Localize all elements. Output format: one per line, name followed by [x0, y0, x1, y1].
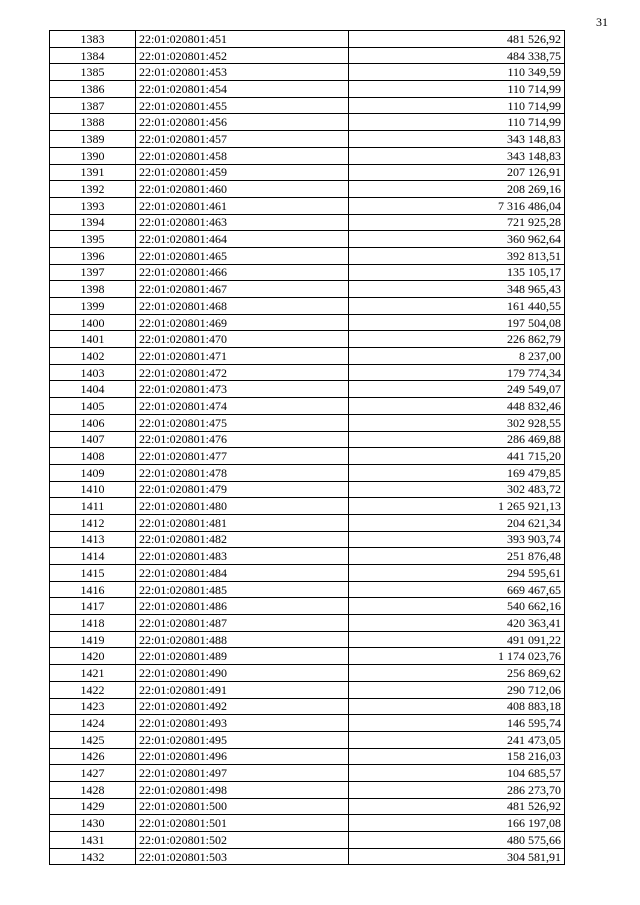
cadastral-number-cell: 22:01:020801:490	[136, 665, 349, 682]
cadastral-number-cell: 22:01:020801:477	[136, 448, 349, 465]
cadastral-number-cell: 22:01:020801:474	[136, 398, 349, 415]
cadastral-value-cell: 169 479,85	[349, 464, 565, 481]
row-number-cell: 1386	[50, 81, 136, 98]
cadastral-number-cell: 22:01:020801:503	[136, 848, 349, 865]
cadastral-number-cell: 22:01:020801:465	[136, 247, 349, 264]
table-row	[50, 381, 565, 398]
table-row	[50, 715, 565, 732]
cadastral-value-cell: 249 549,07	[349, 381, 565, 398]
table-row	[50, 514, 565, 531]
cadastral-value-cell: 110 714,99	[349, 81, 565, 98]
table-row	[50, 748, 565, 765]
row-number-cell: 1417	[50, 598, 136, 615]
row-number-cell: 1415	[50, 565, 136, 582]
cadastral-number-cell: 22:01:020801:497	[136, 765, 349, 782]
cadastral-value-cell: 104 685,57	[349, 765, 565, 782]
table-row	[50, 331, 565, 348]
table-row	[50, 648, 565, 665]
cadastral-number-cell: 22:01:020801:464	[136, 231, 349, 248]
cadastral-number-cell: 22:01:020801:452	[136, 47, 349, 64]
cadastral-number-cell: 22:01:020801:481	[136, 514, 349, 531]
cadastral-value-cell: 343 148,83	[349, 147, 565, 164]
table-row	[50, 498, 565, 515]
table-row	[50, 815, 565, 832]
row-number-cell: 1413	[50, 531, 136, 548]
cadastral-value-cell: 286 469,88	[349, 431, 565, 448]
table-row	[50, 81, 565, 98]
table-row	[50, 314, 565, 331]
cadastral-value-cell: 721 925,28	[349, 214, 565, 231]
cadastral-number-cell: 22:01:020801:493	[136, 715, 349, 732]
table-row	[50, 681, 565, 698]
cadastral-number-cell: 22:01:020801:466	[136, 264, 349, 281]
cadastral-value-cell: 294 595,61	[349, 565, 565, 582]
cadastral-value-cell: 348 965,43	[349, 281, 565, 298]
cadastral-value-cell: 669 467,65	[349, 581, 565, 598]
row-number-cell: 1420	[50, 648, 136, 665]
cadastral-number-cell: 22:01:020801:486	[136, 598, 349, 615]
row-number-cell: 1432	[50, 848, 136, 865]
cadastral-value-cell: 1 174 023,76	[349, 648, 565, 665]
table-row	[50, 281, 565, 298]
cadastral-number-cell: 22:01:020801:479	[136, 481, 349, 498]
table-row	[50, 64, 565, 81]
cadastral-number-cell: 22:01:020801:498	[136, 781, 349, 798]
table-row	[50, 698, 565, 715]
cadastral-number-cell: 22:01:020801:467	[136, 281, 349, 298]
cadastral-value-cell: 161 440,55	[349, 298, 565, 315]
row-number-cell: 1394	[50, 214, 136, 231]
cadastral-number-cell: 22:01:020801:500	[136, 798, 349, 815]
cadastral-number-cell: 22:01:020801:475	[136, 414, 349, 431]
row-number-cell: 1391	[50, 164, 136, 181]
table-row	[50, 214, 565, 231]
table-row	[50, 531, 565, 548]
row-number-cell: 1404	[50, 381, 136, 398]
table-row	[50, 97, 565, 114]
cadastral-value-cell: 392 813,51	[349, 247, 565, 264]
row-number-cell: 1410	[50, 481, 136, 498]
table-row	[50, 131, 565, 148]
row-number-cell: 1421	[50, 665, 136, 682]
cadastral-value-cell: 302 483,72	[349, 481, 565, 498]
table-row	[50, 631, 565, 648]
cadastral-number-cell: 22:01:020801:463	[136, 214, 349, 231]
table-row	[50, 164, 565, 181]
table-row	[50, 848, 565, 865]
table-row	[50, 448, 565, 465]
row-number-cell: 1398	[50, 281, 136, 298]
table-row	[50, 348, 565, 365]
cadastral-number-cell: 22:01:020801:460	[136, 181, 349, 198]
cadastral-value-cell: 393 903,74	[349, 531, 565, 548]
cadastral-value-cell: 241 473,05	[349, 731, 565, 748]
cadastral-value-cell: 226 862,79	[349, 331, 565, 348]
cadastral-value-table	[49, 30, 565, 865]
cadastral-value-cell: 286 273,70	[349, 781, 565, 798]
cadastral-number-cell: 22:01:020801:451	[136, 31, 349, 48]
cadastral-value-cell: 408 883,18	[349, 698, 565, 715]
row-number-cell: 1392	[50, 181, 136, 198]
row-number-cell: 1390	[50, 147, 136, 164]
row-number-cell: 1414	[50, 548, 136, 565]
cadastral-value-cell: 158 216,03	[349, 748, 565, 765]
cadastral-value-cell: 484 338,75	[349, 47, 565, 64]
cadastral-value-cell: 1 265 921,13	[349, 498, 565, 515]
row-number-cell: 1430	[50, 815, 136, 832]
table-body	[50, 31, 565, 865]
cadastral-value-cell: 204 621,34	[349, 514, 565, 531]
cadastral-value-cell: 110 349,59	[349, 64, 565, 81]
table-row	[50, 181, 565, 198]
cadastral-value-cell: 304 581,91	[349, 848, 565, 865]
row-number-cell: 1426	[50, 748, 136, 765]
cadastral-value-cell: 208 269,16	[349, 181, 565, 198]
cadastral-number-cell: 22:01:020801:459	[136, 164, 349, 181]
row-number-cell: 1427	[50, 765, 136, 782]
cadastral-number-cell: 22:01:020801:472	[136, 364, 349, 381]
cadastral-number-cell: 22:01:020801:488	[136, 631, 349, 648]
cadastral-number-cell: 22:01:020801:483	[136, 548, 349, 565]
row-number-cell: 1393	[50, 197, 136, 214]
row-number-cell: 1428	[50, 781, 136, 798]
row-number-cell: 1384	[50, 47, 136, 64]
cadastral-value-cell: 343 148,83	[349, 131, 565, 148]
cadastral-value-cell: 8 237,00	[349, 348, 565, 365]
cadastral-number-cell: 22:01:020801:492	[136, 698, 349, 715]
table-row	[50, 431, 565, 448]
row-number-cell: 1406	[50, 414, 136, 431]
table-row	[50, 364, 565, 381]
row-number-cell: 1429	[50, 798, 136, 815]
row-number-cell: 1408	[50, 448, 136, 465]
row-number-cell: 1385	[50, 64, 136, 81]
table-row	[50, 781, 565, 798]
row-number-cell: 1409	[50, 464, 136, 481]
table-row	[50, 298, 565, 315]
row-number-cell: 1395	[50, 231, 136, 248]
table-row	[50, 798, 565, 815]
cadastral-value-cell: 179 774,34	[349, 364, 565, 381]
table-row	[50, 398, 565, 415]
cadastral-value-cell: 360 962,64	[349, 231, 565, 248]
cadastral-value-cell: 110 714,99	[349, 114, 565, 131]
table-row	[50, 548, 565, 565]
cadastral-number-cell: 22:01:020801:480	[136, 498, 349, 515]
row-number-cell: 1407	[50, 431, 136, 448]
table-row	[50, 832, 565, 849]
cadastral-number-cell: 22:01:020801:501	[136, 815, 349, 832]
row-number-cell: 1416	[50, 581, 136, 598]
cadastral-number-cell: 22:01:020801:487	[136, 615, 349, 632]
cadastral-value-cell: 135 105,17	[349, 264, 565, 281]
cadastral-value-cell: 302 928,55	[349, 414, 565, 431]
row-number-cell: 1383	[50, 31, 136, 48]
row-number-cell: 1401	[50, 331, 136, 348]
row-number-cell: 1396	[50, 247, 136, 264]
cadastral-number-cell: 22:01:020801:491	[136, 681, 349, 698]
table-row	[50, 114, 565, 131]
cadastral-value-cell: 448 832,46	[349, 398, 565, 415]
table-row	[50, 31, 565, 48]
row-number-cell: 1399	[50, 298, 136, 315]
cadastral-value-cell: 197 504,08	[349, 314, 565, 331]
table-row	[50, 147, 565, 164]
row-number-cell: 1431	[50, 832, 136, 849]
cadastral-number-cell: 22:01:020801:482	[136, 531, 349, 548]
cadastral-value-cell: 207 126,91	[349, 164, 565, 181]
table-row	[50, 665, 565, 682]
table-row	[50, 481, 565, 498]
cadastral-number-cell: 22:01:020801:454	[136, 81, 349, 98]
cadastral-number-cell: 22:01:020801:476	[136, 431, 349, 448]
cadastral-value-cell: 481 526,92	[349, 798, 565, 815]
cadastral-value-cell: 256 869,62	[349, 665, 565, 682]
cadastral-value-cell: 491 091,22	[349, 631, 565, 648]
cadastral-value-cell: 7 316 486,04	[349, 197, 565, 214]
row-number-cell: 1425	[50, 731, 136, 748]
table-row	[50, 581, 565, 598]
cadastral-number-cell: 22:01:020801:495	[136, 731, 349, 748]
cadastral-value-cell: 290 712,06	[349, 681, 565, 698]
cadastral-number-cell: 22:01:020801:470	[136, 331, 349, 348]
cadastral-number-cell: 22:01:020801:502	[136, 832, 349, 849]
cadastral-value-cell: 251 876,48	[349, 548, 565, 565]
row-number-cell: 1387	[50, 97, 136, 114]
table-row	[50, 414, 565, 431]
table-row	[50, 731, 565, 748]
cadastral-value-cell: 481 526,92	[349, 31, 565, 48]
cadastral-number-cell: 22:01:020801:469	[136, 314, 349, 331]
cadastral-number-cell: 22:01:020801:456	[136, 114, 349, 131]
table-row	[50, 464, 565, 481]
table-row	[50, 565, 565, 582]
cadastral-number-cell: 22:01:020801:471	[136, 348, 349, 365]
cadastral-number-cell: 22:01:020801:461	[136, 197, 349, 214]
page-number: 31	[596, 15, 608, 29]
cadastral-value-cell: 441 715,20	[349, 448, 565, 465]
row-number-cell: 1405	[50, 398, 136, 415]
cadastral-number-cell: 22:01:020801:489	[136, 648, 349, 665]
cadastral-value-cell: 420 363,41	[349, 615, 565, 632]
table-row	[50, 247, 565, 264]
row-number-cell: 1419	[50, 631, 136, 648]
cadastral-number-cell: 22:01:020801:485	[136, 581, 349, 598]
table-row	[50, 765, 565, 782]
table-row	[50, 615, 565, 632]
cadastral-number-cell: 22:01:020801:468	[136, 298, 349, 315]
table-row	[50, 47, 565, 64]
cadastral-value-cell: 146 595,74	[349, 715, 565, 732]
table-row	[50, 231, 565, 248]
row-number-cell: 1402	[50, 348, 136, 365]
row-number-cell: 1400	[50, 314, 136, 331]
cadastral-value-cell: 110 714,99	[349, 97, 565, 114]
row-number-cell: 1412	[50, 514, 136, 531]
cadastral-number-cell: 22:01:020801:453	[136, 64, 349, 81]
row-number-cell: 1411	[50, 498, 136, 515]
row-number-cell: 1403	[50, 364, 136, 381]
table-row	[50, 598, 565, 615]
table-row	[50, 197, 565, 214]
row-number-cell: 1418	[50, 615, 136, 632]
cadastral-number-cell: 22:01:020801:478	[136, 464, 349, 481]
cadastral-number-cell: 22:01:020801:455	[136, 97, 349, 114]
cadastral-value-cell: 540 662,16	[349, 598, 565, 615]
cadastral-value-cell: 166 197,08	[349, 815, 565, 832]
row-number-cell: 1389	[50, 131, 136, 148]
cadastral-value-cell: 480 575,66	[349, 832, 565, 849]
row-number-cell: 1422	[50, 681, 136, 698]
cadastral-number-cell: 22:01:020801:496	[136, 748, 349, 765]
row-number-cell: 1388	[50, 114, 136, 131]
cadastral-number-cell: 22:01:020801:458	[136, 147, 349, 164]
row-number-cell: 1397	[50, 264, 136, 281]
row-number-cell: 1424	[50, 715, 136, 732]
cadastral-number-cell: 22:01:020801:457	[136, 131, 349, 148]
cadastral-number-cell: 22:01:020801:473	[136, 381, 349, 398]
cadastral-number-cell: 22:01:020801:484	[136, 565, 349, 582]
table-row	[50, 264, 565, 281]
row-number-cell: 1423	[50, 698, 136, 715]
